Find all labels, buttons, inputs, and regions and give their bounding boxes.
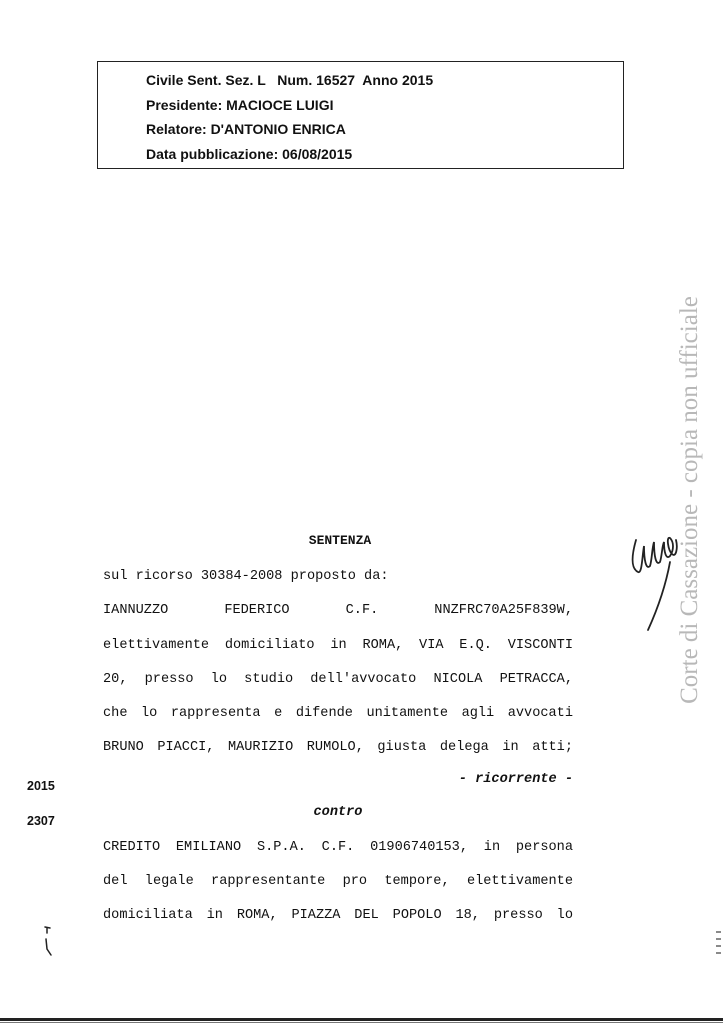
bottom-rule-thin (0, 1022, 723, 1023)
case-header-box (97, 61, 624, 169)
body-line: 20, presso lo studio dell'avvocato NICOLA PETRACCA, (103, 672, 573, 687)
header-case-info: Civile Sent. Sez. L Num. 16527 Anno 2015 (146, 72, 434, 88)
edge-ink-marks (714, 930, 723, 956)
role-ricorrente: - ricorrente - (458, 772, 573, 787)
margin-number: 2307 (27, 814, 55, 828)
margin-ink-mark (42, 925, 54, 957)
contro-label: contro (313, 805, 363, 820)
document-title: SENTENZA (308, 533, 372, 548)
header-data-pubblicazione: Data pubblicazione: 06/08/2015 (146, 145, 353, 162)
body-line: IANNUZZO FEDERICO C.F. NNZFRC70A25F839W, (103, 603, 573, 618)
body-line: sul ricorso 30384-2008 proposto da: (103, 569, 389, 584)
body-line: BRUNO PIACCI, MAURIZIO RUMOLO, giusta delega in atti; (103, 740, 573, 755)
watermark-text: Corte di Cassazione - copia non ufficiale (676, 296, 703, 704)
header-presidente: Presidente: MACIOCE LUIGI (146, 96, 334, 113)
handwritten-signature (626, 528, 686, 636)
body-line: del legale rappresentante pro tempore, elettivamente (103, 874, 573, 889)
margin-year: 2015 (27, 779, 55, 793)
header-relatore: Relatore: D'ANTONIO ENRICA (146, 121, 346, 137)
bottom-rule (0, 1018, 723, 1021)
body-line: domiciliata in ROMA, PIAZZA DEL POPOLO 18, presso lo (103, 908, 573, 923)
body-line: CREDITO EMILIANO S.P.A. C.F. 01906740153, in persona (103, 840, 573, 855)
body-line: che lo rappresenta e difende unitamente agli avvocati (103, 706, 573, 721)
body-line: elettivamente domiciliato in ROMA, VIA E.Q. VISCONTI (103, 638, 573, 653)
